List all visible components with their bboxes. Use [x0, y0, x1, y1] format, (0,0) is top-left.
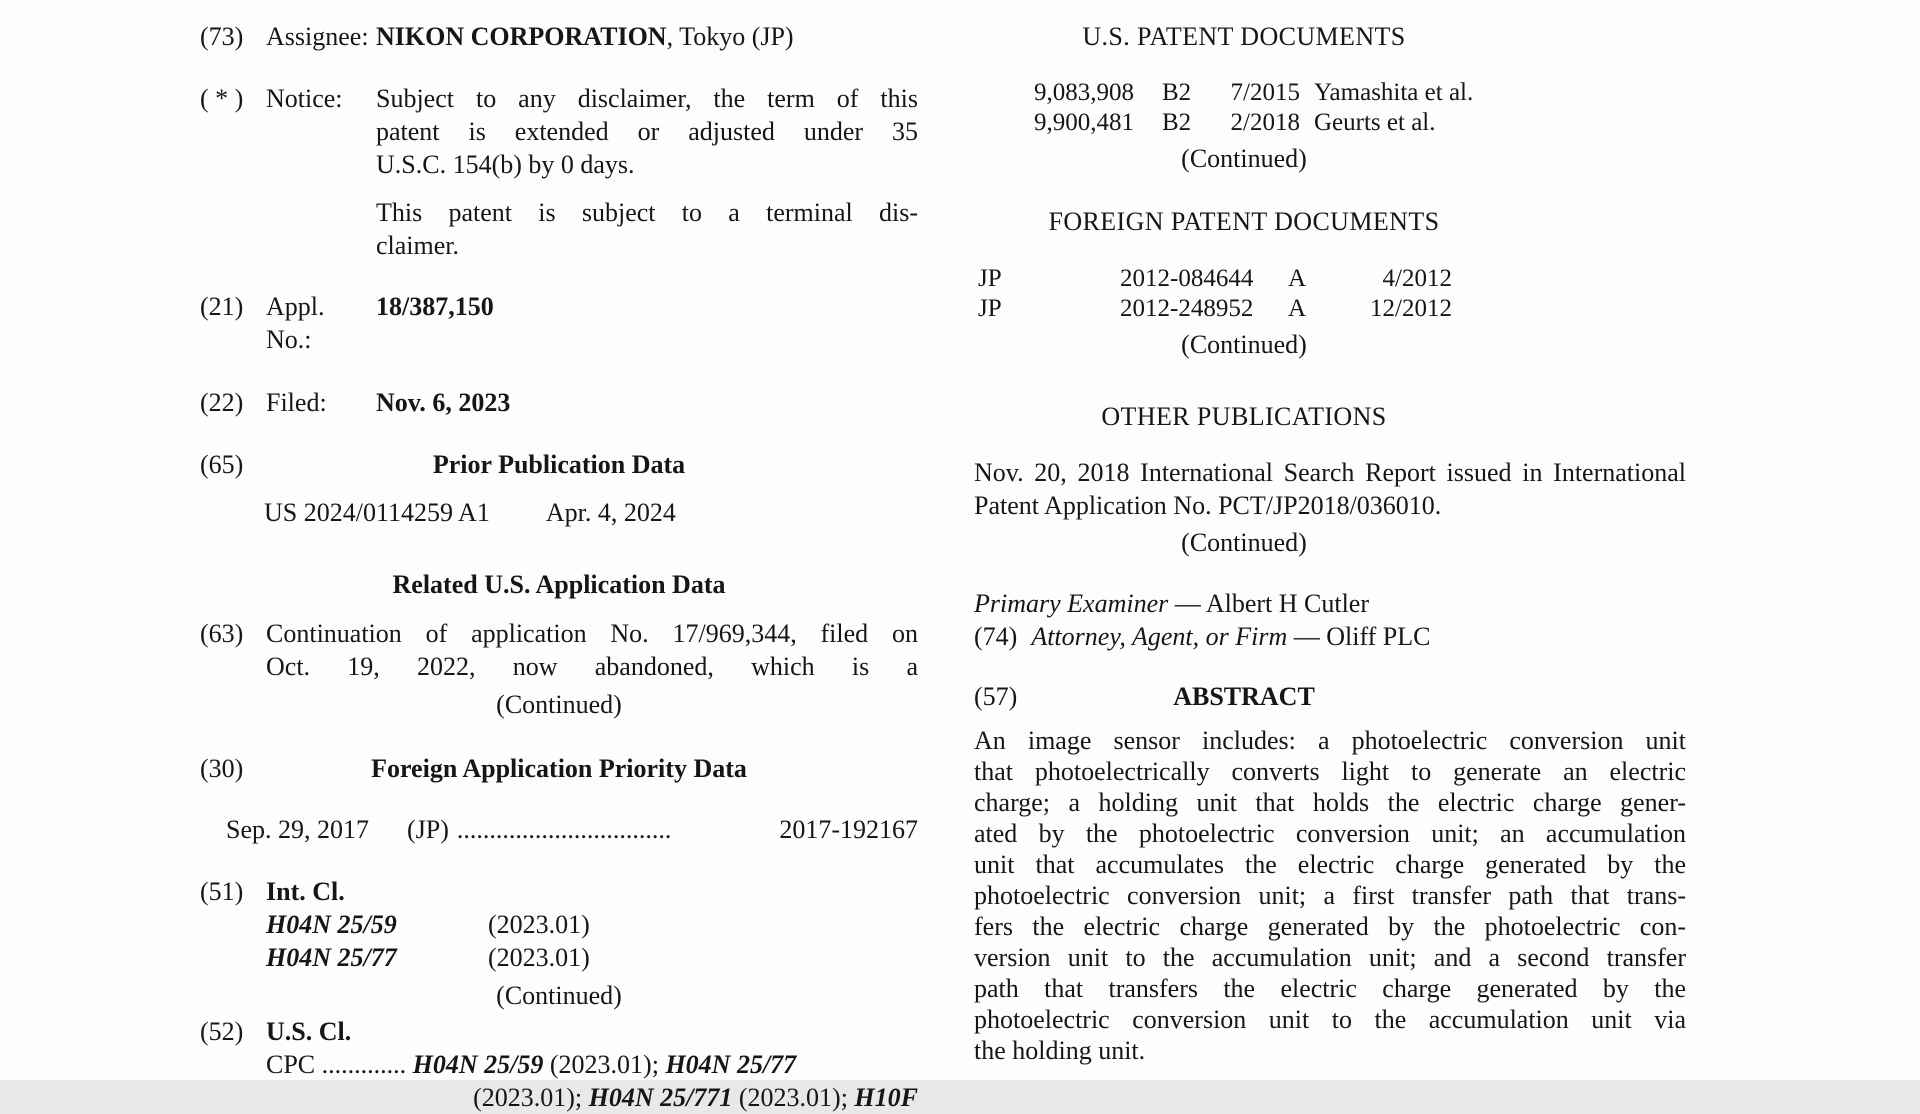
- appl-no-value: 18/387,150: [376, 292, 494, 321]
- appl-no-label: Appl. No.:: [266, 292, 325, 354]
- cpc-line-1: CPC ............. H04N 25/59 (2023.01); H04N 25/77: [266, 1050, 797, 1079]
- filed-value: Nov. 6, 2023: [376, 388, 511, 417]
- other-publications-heading: OTHER PUBLICATIONS: [1101, 402, 1387, 431]
- abstract-heading: ABSTRACT: [1173, 682, 1315, 711]
- right-column: [974, 20, 1686, 1066]
- continuation-continued: (Continued): [496, 690, 622, 719]
- assignee-code: (73): [200, 22, 244, 51]
- filed-row: [200, 386, 918, 419]
- int-cl-entry: H04N 25/59 (2023.01): [266, 910, 590, 939]
- foreign-priority-code: (30): [200, 754, 244, 783]
- assignee-label: Assignee:: [266, 22, 369, 51]
- priority-country: (JP): [407, 815, 449, 844]
- prior-publication-heading: Prior Publication Data: [432, 450, 686, 479]
- us-patent-documents-table: [974, 78, 1686, 138]
- continuation-lines: Continuation of application No. 17/969,344, filed on Oct. 19, 2022, now abandoned, which is a: [266, 619, 918, 681]
- foreign-patent-document-row: JP 2012-248952 A 12/2012: [978, 295, 1452, 322]
- assignee-value: NIKON CORPORATION, Tokyo (JP): [376, 22, 794, 51]
- foreign-patent-documents-table: [974, 264, 1686, 324]
- appl-no-row: [200, 290, 918, 356]
- attorney-text: Attorney, Agent, or Firm — Oliff PLC: [1031, 622, 1431, 651]
- us-cl-header: [200, 1015, 918, 1048]
- dot-leader: .................................: [456, 815, 672, 844]
- foreign-priority-entry: [200, 813, 918, 846]
- continuation-text: [266, 617, 918, 683]
- notice-paragraph-1: Subject to any disclaimer, the term of this patent is extended or adjusted under 35 U.S.C. 154(b) by 0 days.: [376, 84, 918, 179]
- notice-text: [376, 82, 918, 262]
- assignee-row: [200, 20, 918, 53]
- attorney-code: (74): [974, 622, 1018, 651]
- int-cl-entries: [200, 908, 918, 974]
- int-cl-heading: Int. Cl.: [266, 877, 345, 906]
- primary-examiner-line: Primary Examiner — Albert H Cutler: [974, 589, 1370, 618]
- us-docs-continued: (Continued): [1181, 144, 1307, 173]
- prior-publication-header: [200, 448, 918, 481]
- int-cl-header: [200, 875, 918, 908]
- us-patent-document-row: 9,900,481 B2 2/2018 Geurts et al.: [1034, 109, 1436, 136]
- foreign-patent-document-row: JP 2012-084644 A 4/2012: [978, 265, 1452, 292]
- priority-date: Sep. 29, 2017: [226, 815, 369, 844]
- related-app-heading: Related U.S. Application Data: [392, 570, 726, 599]
- us-cl-heading: U.S. Cl.: [266, 1017, 352, 1046]
- us-patent-document-row: 9,083,908 B2 7/2015 Yamashita et al.: [1034, 79, 1474, 106]
- notice-row: [200, 82, 918, 262]
- continuation-row: [200, 617, 918, 683]
- left-column: [200, 20, 918, 1114]
- other-pubs-continued: (Continued): [1181, 528, 1307, 557]
- abstract-code: (57): [974, 682, 1018, 711]
- appl-no-code: (21): [200, 292, 244, 321]
- int-cl-entry: H04N 25/77 (2023.01): [266, 943, 590, 972]
- publication-number: US 2024/0114259 A1: [264, 498, 490, 527]
- us-cl-code: (52): [200, 1017, 244, 1046]
- foreign-patent-documents-heading: FOREIGN PATENT DOCUMENTS: [1048, 207, 1440, 236]
- publication-date: Apr. 4, 2024: [545, 498, 676, 527]
- priority-number: 2017-192167: [779, 815, 918, 844]
- notice-code: ( * ): [200, 84, 244, 113]
- abstract-text: An image sensor includes: a photoelectric conversion unit that photoelectrically converts light to generate an electric charge; a holding unit that holds the electric charge gener- ated by the photoelectric conversion unit; an accumulation unit that accumulates the electric charge generated by the photoelectric conversion unit; a first transfer path that trans- fers the electric charge generated by the photoelectric con- version unit to the accumulation unit; and a second transfer path that transfers the electric charge generated by the photoelectric conversion unit to the accumulation unit via the holding unit.: [974, 726, 1686, 1065]
- prior-publication-entry: [200, 496, 918, 529]
- int-cl-continued: (Continued): [496, 981, 622, 1010]
- us-patent-documents-heading: U.S. PATENT DOCUMENTS: [1082, 22, 1406, 51]
- notice-label: Notice:: [266, 84, 343, 113]
- filed-code: (22): [200, 388, 244, 417]
- filed-label: Filed:: [266, 388, 327, 417]
- foreign-priority-header: [200, 752, 918, 785]
- cpc-line-2: (2023.01); H04N 25/771 (2023.01); H10F: [473, 1083, 918, 1112]
- notice-paragraph-2: This patent is subject to a terminal dis- claimer.: [376, 198, 918, 260]
- foreign-priority-heading: Foreign Application Priority Data: [371, 754, 747, 783]
- int-cl-code: (51): [200, 877, 244, 906]
- attorney-line: [974, 620, 1686, 653]
- foreign-docs-continued: (Continued): [1181, 330, 1307, 359]
- abstract-header: [974, 680, 1686, 713]
- prior-publication-code: (65): [200, 450, 244, 479]
- other-publications-text: Nov. 20, 2018 International Search Report issued in International Patent Application No. PCT/JP2018/036010.: [974, 458, 1686, 520]
- continuation-code: (63): [200, 619, 244, 648]
